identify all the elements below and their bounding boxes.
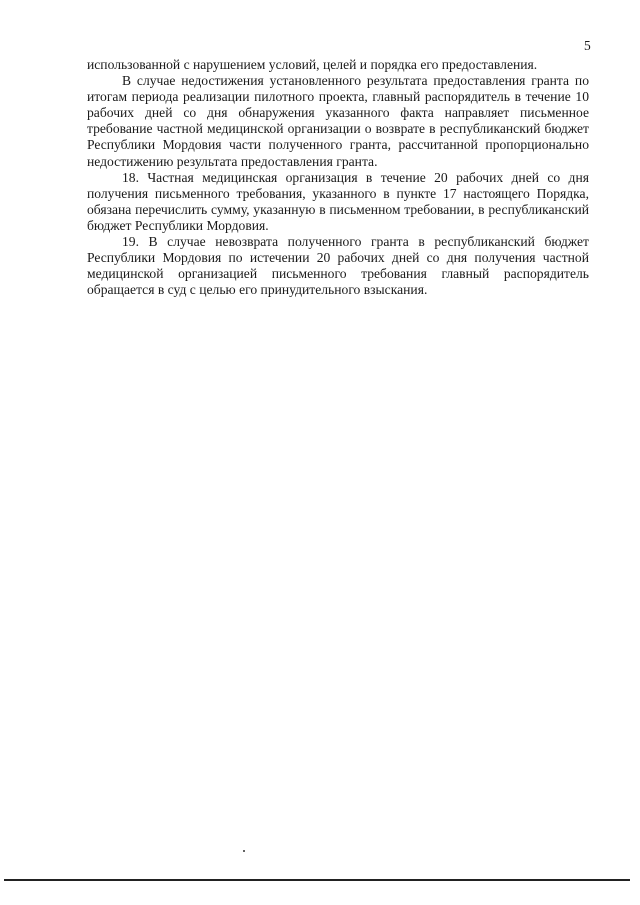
document-body	[87, 57, 589, 298]
paragraph-18: 18. Частная медицинская организация в течение 20 рабочих дней со дня получения письменного требования, указанного в пункте 17 настоящего Порядка, обязана перечислить сумму, указанную в письменном требовании, в республиканский бюджет Республики Мордовия.	[87, 169, 589, 233]
page-number: 5	[584, 38, 591, 53]
stray-mark	[243, 850, 245, 852]
paragraph-continuation: использованной с нарушением условий, целей и порядка его предоставления.	[87, 57, 538, 72]
paragraph-19: 19. В случае невозврата полученного гранта в республиканский бюджет Республики Мордовия по истечении 20 рабочих дней со дня получения частной медицинской организацией письменного требования главный распорядитель обращается в суд с целью его принудительного взыскания.	[87, 234, 589, 298]
paragraph-grant-shortfall: В случае недостижения установленного результата предоставления гранта по итогам периода реализации пилотного проекта, главный распорядитель в течение 10 рабочих дней со дня обнаружения указанного факта направляет письменное требование частной медицинской организации о возврате в республиканский бюджет Республики Мордовия части полученного гранта, рассчитанной пропорционально недостижению результата предоставления гранта.	[87, 73, 589, 169]
page-bottom-rule	[4, 879, 630, 881]
